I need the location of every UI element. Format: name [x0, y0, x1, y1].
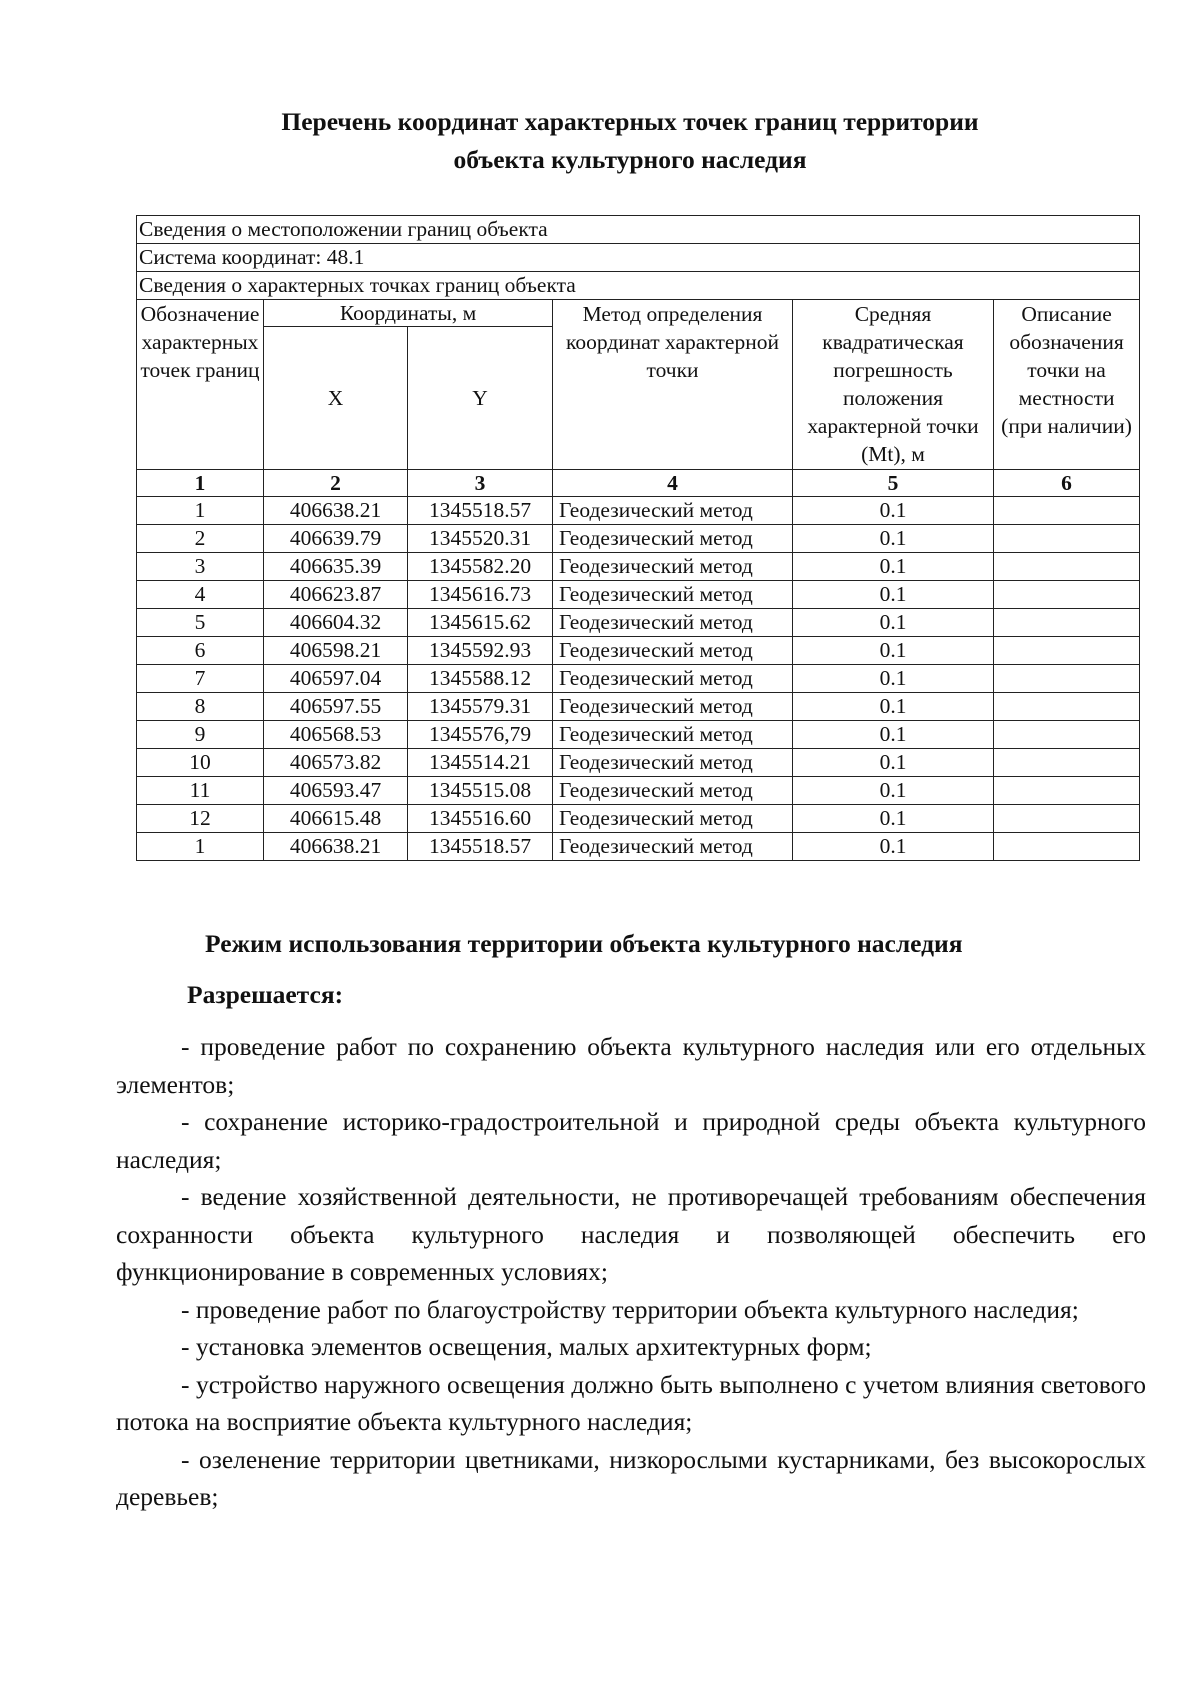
- cell-point-number: 4: [137, 581, 264, 609]
- table-row: [137, 721, 1140, 749]
- cell-error: 0.1: [793, 609, 994, 637]
- cell-method: Геодезический метод: [553, 721, 793, 749]
- cell-point-number: 7: [137, 665, 264, 693]
- table-row: [137, 553, 1140, 581]
- list-item: - установка элементов освещения, малых архитектурных форм;: [181, 1332, 872, 1361]
- cell-x: 406568.53: [264, 721, 408, 749]
- cell-x: 406597.04: [264, 665, 408, 693]
- cell-description: [994, 553, 1140, 581]
- table-info-coordinate-system: Система координат: 48.1: [137, 244, 1140, 272]
- cell-description: [994, 805, 1140, 833]
- cell-x: 406638.21: [264, 833, 408, 861]
- cell-error: 0.1: [793, 749, 994, 777]
- cell-error: 0.1: [793, 833, 994, 861]
- cell-method: Геодезический метод: [553, 833, 793, 861]
- cell-x: 406604.32: [264, 609, 408, 637]
- coordinates-table: [136, 215, 1140, 861]
- cell-error: 0.1: [793, 721, 994, 749]
- cell-x: 406597.55: [264, 693, 408, 721]
- cell-point-number: 1: [137, 497, 264, 525]
- cell-y: 1345520.31: [408, 525, 553, 553]
- cell-point-number: 3: [137, 553, 264, 581]
- cell-description: [994, 777, 1140, 805]
- header-method: Метод определения координат характерной точки: [553, 300, 793, 470]
- page-title-line-2: объекта культурного наследия: [453, 145, 807, 174]
- cell-point-number: 12: [137, 805, 264, 833]
- table-row: [137, 805, 1140, 833]
- cell-x: 406639.79: [264, 525, 408, 553]
- cell-y: 1345518.57: [408, 497, 553, 525]
- cell-y: 1345515.08: [408, 777, 553, 805]
- table-row: [137, 525, 1140, 553]
- cell-method: Геодезический метод: [553, 777, 793, 805]
- table-row: [137, 693, 1140, 721]
- cell-description: [994, 609, 1140, 637]
- cell-x: 406573.82: [264, 749, 408, 777]
- cell-point-number: 5: [137, 609, 264, 637]
- cell-point-number: 8: [137, 693, 264, 721]
- column-number: 1: [137, 470, 264, 497]
- cell-point-number: 2: [137, 525, 264, 553]
- cell-x: 406623.87: [264, 581, 408, 609]
- cell-x: 406615.48: [264, 805, 408, 833]
- cell-method: Геодезический метод: [553, 553, 793, 581]
- column-number: 4: [553, 470, 793, 497]
- cell-description: [994, 693, 1140, 721]
- cell-method: Геодезический метод: [553, 665, 793, 693]
- header-y: Y: [408, 327, 553, 470]
- list-item: - сохранение историко-градостроительной и природной среды объекта культурного наследия;: [116, 1107, 1146, 1174]
- cell-error: 0.1: [793, 637, 994, 665]
- cell-method: Геодезический метод: [553, 693, 793, 721]
- cell-error: 0.1: [793, 581, 994, 609]
- column-number: 2: [264, 470, 408, 497]
- cell-error: 0.1: [793, 805, 994, 833]
- table-row: [137, 497, 1140, 525]
- cell-description: [994, 833, 1140, 861]
- column-number: 5: [793, 470, 994, 497]
- table-row: [137, 833, 1140, 861]
- column-number: 3: [408, 470, 553, 497]
- table-row: [137, 609, 1140, 637]
- regime-section-title: Режим использования территории объекта культурного наследия: [205, 929, 963, 958]
- cell-method: Геодезический метод: [553, 497, 793, 525]
- header-x: X: [264, 327, 408, 470]
- header-designation: Обозначение характерных точек границ: [137, 300, 264, 470]
- cell-point-number: 9: [137, 721, 264, 749]
- cell-error: 0.1: [793, 665, 994, 693]
- cell-description: [994, 749, 1140, 777]
- cell-description: [994, 497, 1140, 525]
- cell-method: Геодезический метод: [553, 525, 793, 553]
- list-item: - устройство наружного освещения должно быть выполнено с учетом влияния светового потока на восприятие объекта культурного наследия;: [116, 1369, 1146, 1436]
- cell-method: Геодезический метод: [553, 749, 793, 777]
- cell-y: 1345616.73: [408, 581, 553, 609]
- header-description: Описание обозначения точки на местности (при наличии): [994, 300, 1140, 470]
- cell-point-number: 10: [137, 749, 264, 777]
- cell-point-number: 1: [137, 833, 264, 861]
- table-row: [137, 749, 1140, 777]
- cell-x: 406598.21: [264, 637, 408, 665]
- page-title: [0, 103, 1200, 179]
- table-row: [137, 637, 1140, 665]
- allowed-heading: Разрешается:: [187, 980, 344, 1009]
- cell-y: 1345514.21: [408, 749, 553, 777]
- cell-y: 1345592.93: [408, 637, 553, 665]
- cell-point-number: 11: [137, 777, 264, 805]
- cell-x: 406593.47: [264, 777, 408, 805]
- table-row: [137, 665, 1140, 693]
- header-error: Средняя квадратическая погрешность положения характерной точки (Mt), м: [793, 300, 994, 470]
- column-number: 6: [994, 470, 1140, 497]
- cell-error: 0.1: [793, 497, 994, 525]
- list-item: - проведение работ по благоустройству территории объекта культурного наследия;: [181, 1294, 1079, 1324]
- cell-y: 1345615.62: [408, 609, 553, 637]
- cell-description: [994, 581, 1140, 609]
- cell-x: 406638.21: [264, 497, 408, 525]
- cell-description: [994, 721, 1140, 749]
- cell-point-number: 6: [137, 637, 264, 665]
- cell-y: 1345579.31: [408, 693, 553, 721]
- table-info-points: Сведения о характерных точках границ объекта: [137, 272, 1140, 300]
- cell-description: [994, 665, 1140, 693]
- cell-error: 0.1: [793, 525, 994, 553]
- cell-y: 1345518.57: [408, 833, 553, 861]
- cell-method: Геодезический метод: [553, 805, 793, 833]
- cell-x: 406635.39: [264, 553, 408, 581]
- list-item: - ведение хозяйственной деятельности, не противоречащей требованиям обеспечения сохранности объекта культурного наследия и позволяющей обеспечить его функционирование в современных условиях;: [116, 1182, 1146, 1286]
- header-coordinates: Координаты, м: [264, 300, 553, 327]
- cell-error: 0.1: [793, 693, 994, 721]
- cell-y: 1345576,79: [408, 721, 553, 749]
- cell-description: [994, 637, 1140, 665]
- table-row: [137, 581, 1140, 609]
- list-item: - проведение работ по сохранению объекта культурного наследия или его отдельных элементов;: [116, 1032, 1146, 1099]
- cell-method: Геодезический метод: [553, 581, 793, 609]
- cell-error: 0.1: [793, 777, 994, 805]
- allowed-list: [116, 1028, 1146, 1516]
- cell-description: [994, 525, 1140, 553]
- cell-method: Геодезический метод: [553, 637, 793, 665]
- cell-method: Геодезический метод: [553, 609, 793, 637]
- list-item: - озеленение территории цветниками, низкорослыми кустарниками, без высокорослых деревьев;: [116, 1444, 1146, 1511]
- table-info-location: Сведения о местоположении границ объекта: [137, 216, 1140, 244]
- page-title-line-1: Перечень координат характерных точек границ территории: [281, 107, 979, 136]
- cell-y: 1345588.12: [408, 665, 553, 693]
- table-row: [137, 777, 1140, 805]
- cell-y: 1345582.20: [408, 553, 553, 581]
- cell-error: 0.1: [793, 553, 994, 581]
- cell-y: 1345516.60: [408, 805, 553, 833]
